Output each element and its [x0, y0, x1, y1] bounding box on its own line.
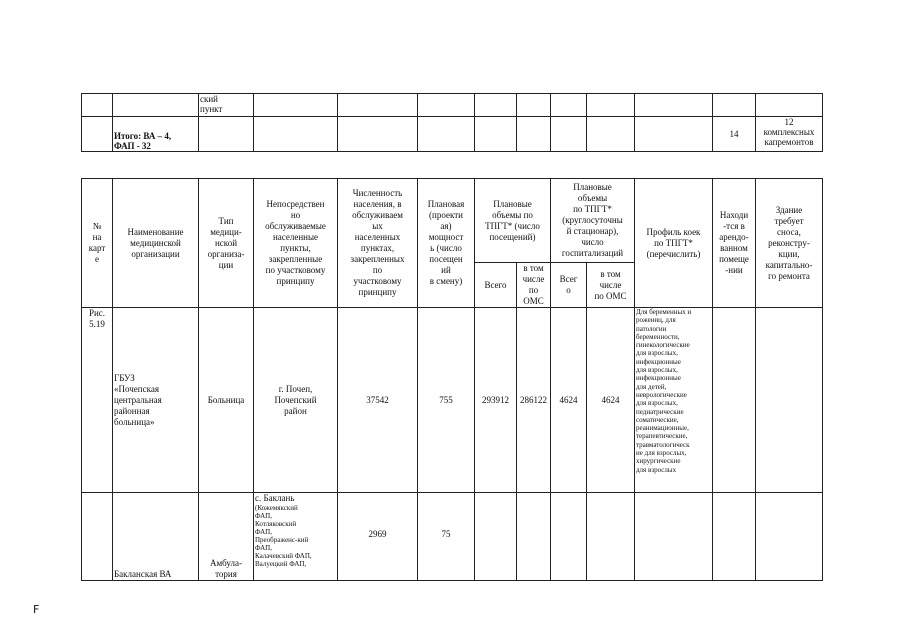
table-row: [82, 493, 823, 581]
col-visits-total: Всего: [475, 263, 517, 308]
settlements: [254, 493, 338, 581]
col-population: Численность населения, в обслуживаем ых населенных пунктах, закрепленных по участковому принципу: [338, 179, 418, 308]
visits-total: 293912: [475, 308, 517, 493]
population: 37542: [338, 308, 418, 493]
col-type: Тип медици- нской организа- ции: [199, 179, 254, 308]
col-num: № на карт е: [82, 179, 113, 308]
page-mark: F: [33, 603, 40, 616]
population: 2969: [338, 493, 418, 581]
org-type: Больница: [199, 308, 254, 493]
col-hosp-total: Всег о: [551, 263, 587, 308]
map-ref: Рис. 5.19: [82, 308, 113, 493]
col-hosp-group: Плановые объемы по ТПГТ* (круглосуточны й стационар), число госпитализаций: [551, 179, 635, 263]
table-row: [82, 94, 823, 117]
type-continuation: ский пункт: [199, 94, 254, 117]
settlement-main: с. Баклань: [255, 493, 295, 503]
beds-profile: Для беременных и рожениц, для патологии беременности, гинекологические для взрослых, инфекционные для взрослых, инфекционные для детей, неврологические для взрослых, педиатрические соматические, реанимационные, терапевтические, травматологическ ие для взрослых, хирургические для взрослых: [635, 308, 713, 493]
header-row: [82, 179, 823, 263]
table-row: [82, 117, 823, 152]
hosp-total: 4624: [551, 308, 587, 493]
col-visits-oms: в том числе по ОМС: [517, 263, 551, 308]
col-hosp-oms: в том числе по ОМС: [587, 263, 635, 308]
total-rented: 14: [713, 117, 756, 152]
summary-table: [81, 93, 823, 152]
org-name: ГБУЗ «Почепская центральная районная больница»: [113, 308, 199, 493]
col-capacity: Плановая (проекти ая) мощност ь (число посещен ий в смену): [418, 179, 475, 308]
col-name: Наименование медицинской организации: [113, 179, 199, 308]
total-label: Итого: ВА – 4, ФАП - 32: [113, 117, 199, 152]
col-building: Здание требует сноса, реконстру- кции, капитально- го ремонта: [756, 179, 823, 308]
org-type: Амбула- тория: [199, 493, 254, 581]
hosp-oms: 4624: [587, 308, 635, 493]
visits-oms: 286122: [517, 308, 551, 493]
total-building: 12 комплексных капремонтов: [756, 117, 823, 152]
col-visits-group: Плановые объемы по ТПГТ* (число посещений): [475, 179, 551, 263]
settlement-list: (Кожемякский ФАП, Котляковский ФАП, Преображенс-кий ФАП, Калачевский ФАП, Валуецкий ФАП,: [255, 504, 312, 568]
settlements: г. Почеп, Почепский район: [254, 308, 338, 493]
col-beds-profile: Профиль коек по ТПГТ* (перечислить): [635, 179, 713, 308]
medical-organizations-table: [81, 178, 823, 581]
col-settlements: Непосредствен но обслуживаемые населенные пункты, закрепленные по участковому принципу: [254, 179, 338, 308]
org-name: Бакланская ВА: [113, 493, 199, 581]
capacity: 75: [418, 493, 475, 581]
table-row: [82, 308, 823, 493]
col-rented: Находи -тся в арендо- ванном помеще -нии: [713, 179, 756, 308]
capacity: 755: [418, 308, 475, 493]
